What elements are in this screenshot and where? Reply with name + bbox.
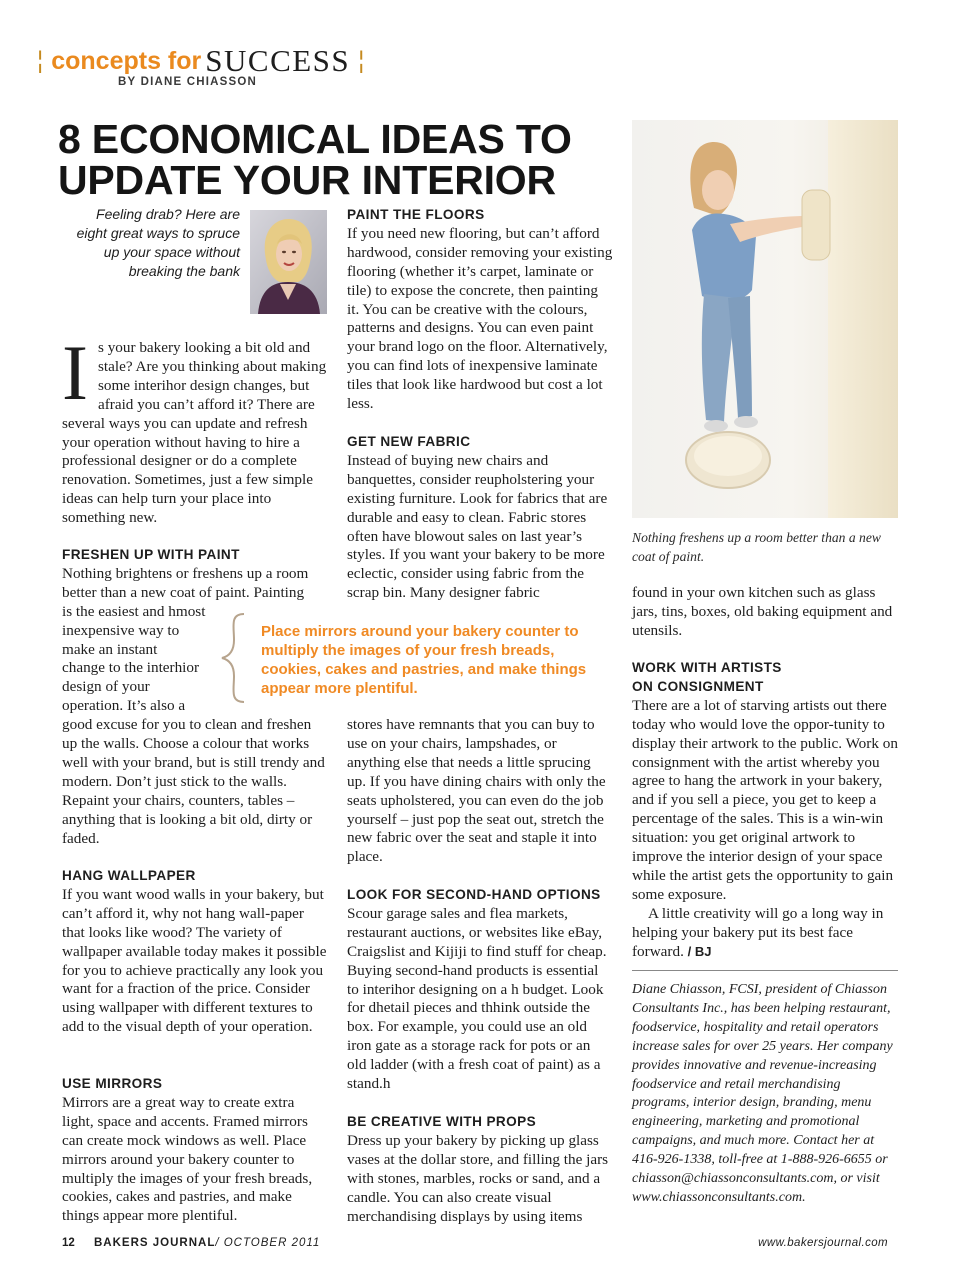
section-header bbox=[37, 44, 364, 78]
byline: BY DIANE CHIASSON bbox=[118, 76, 258, 88]
section-heading: PAINT THE FLOORS bbox=[347, 207, 485, 222]
divider bbox=[632, 970, 898, 971]
paragraph: good excuse for you to clean and freshen up the walls. Choose a colour that works well with your brand, but is still trendy and modern. Don’t just stick to the walls. Repaint your chairs, counters, tables – anything that is looking a bit old, dirty or faded. bbox=[62, 716, 325, 847]
wrapped-line: make an instant bbox=[62, 640, 158, 658]
drop-cap: I bbox=[62, 329, 88, 416]
page-number: 12 bbox=[62, 1237, 75, 1249]
section-second-hand bbox=[347, 886, 613, 1094]
wrapped-line: change to the interhior bbox=[62, 659, 200, 677]
article-deck: Feeling drab? Here are eight great ways to spruce up your space without breaking the bank bbox=[76, 206, 240, 279]
paragraph: There are a lot of starving artists out there today who would love the oppor-tunity to display their artwork to the public. Work on consignment with the artist whereby you agree to hang the artwork in your bakery, and if you sell a piece, you get to keep a percentage of the sales. This is a win-win situation: you get original artwork to improve the interior design of your space while the artist gets the opportunity to gain some exposure. bbox=[632, 696, 898, 903]
section-wallpaper bbox=[62, 867, 328, 1037]
paragraph: Dress up your bakery by picking up glass vases at the dollar store, and filling the jars with stones, marbles, rocks or sand, and a candle. You can also create visual merchandising displays by using items bbox=[347, 1131, 609, 1225]
paragraph: Instead of buying new chairs and banquettes, consider reupholstering your existing furniture. Look for fabrics that are durable and easy to clean. Fabric stores often have blowout sales on last year’s styles. If you want your bakery to be more eclectic, consider using fabric from the scrap bin. Many designer fabric bbox=[347, 451, 608, 602]
section-fabric-continued bbox=[347, 716, 613, 867]
section-heading: USE MIRRORS bbox=[62, 1076, 163, 1091]
title-line-2: UPDATE YOUR INTERIOR bbox=[58, 157, 556, 203]
title-line-1: 8 ECONOMICAL IDEAS TO bbox=[58, 116, 572, 162]
closing-text: A little creativity will go a long way in helping your bakery put its best face forward. bbox=[632, 904, 884, 960]
wrapped-line: operation. It’s also a bbox=[62, 697, 186, 715]
photo-caption: Nothing freshens up a room better than a new coat of paint. bbox=[632, 530, 881, 564]
painting-photo bbox=[632, 120, 898, 518]
section-heading-line-1: WORK WITH ARTISTS bbox=[632, 660, 782, 675]
section-name-success: SUCCESS bbox=[205, 43, 351, 78]
section-heading: GET NEW FABRIC bbox=[347, 434, 471, 449]
wrapped-line: design of your bbox=[62, 678, 150, 696]
section-props bbox=[347, 1113, 613, 1226]
paragraph: stores have remnants that you can buy to use on your chairs, lampshades, or anything else that needs a little sprucing up. If you have dining chairs with only the seats upholstered, you can even do the job yourself – just pop the seat out, stretch the new fabric over the seat and staple it into place. bbox=[347, 716, 606, 866]
section-heading: HANG WALLPAPER bbox=[62, 868, 196, 883]
header-bar-right: ¦ bbox=[358, 47, 365, 74]
paragraph: If you need new flooring, but can’t afford hardwood, consider removing your existing flooring (whether it’s carpet, laminate or tile) to expose the concrete, then painting it. You can be creative with the colours, patterns and designs. You can even paint your brand logo on the floor. Alternatively, you can find lots of inexpensive laminate tiles that look like hardwood but cost a lot less. bbox=[347, 224, 613, 413]
section-heading: FRESHEN UP WITH PAINT bbox=[62, 547, 240, 562]
section-name: concepts for bbox=[51, 46, 202, 75]
page-footer bbox=[62, 1237, 320, 1249]
section-fabric bbox=[347, 433, 613, 603]
pullquote-brace bbox=[216, 612, 252, 708]
section-heading: BE CREATIVE WITH PROPS bbox=[347, 1114, 537, 1129]
issue-date: / OCTOBER 2011 bbox=[215, 1237, 321, 1249]
wrapped-line: is the easiest and hmost bbox=[62, 602, 206, 620]
paragraph: found in your own kitchen such as glass jars, tins, boxes, old baking equipment and utensils. bbox=[632, 584, 893, 639]
wrapped-line: inexpensive way to bbox=[62, 621, 180, 639]
header-bar-left: ¦ bbox=[37, 47, 44, 74]
section-props-continued bbox=[632, 584, 898, 641]
paragraph: Scour garage sales and flea markets, restaurant auctions, or websites like eBay, Craigslist and Kijiji to find stuff for cheap. Buying second-hand products is essential to interihor designing on a h budget. Look for dhetail pieces and thhink outside the box. For example, you could use an old iron gate as a storage rack for pots or an old ladder (with a fresh coat of paint) as a stand.h bbox=[347, 904, 607, 1093]
end-mark: / BJ bbox=[687, 943, 712, 959]
section-artists bbox=[632, 659, 898, 962]
column-1 bbox=[62, 329, 328, 528]
intro-paragraph: s your bakery looking a bit old and stale? Are you thinking about making some interihor design changes, but afraid you can’t afford it? There are several ways you can update and refresh your operation without having to hire a professional designer or do a complete renovation. Sometimes, just a few simple ideas can help turn your place into something new. bbox=[62, 339, 327, 527]
section-heading-line-2: ON CONSIGNMENT bbox=[632, 678, 764, 694]
section-heading: LOOK FOR SECOND-HAND OPTIONS bbox=[347, 887, 601, 902]
article-title bbox=[58, 116, 618, 203]
paragraph: Nothing brightens or freshens up a room better than a new coat of paint. Painting bbox=[62, 564, 309, 601]
paragraph: If you want wood walls in your bakery, but can’t afford it, why not hang wall-paper that looks like wood? The variety of wallpaper available today makes it possible for you to achieve practically any look you want for a fraction of the price. Consider using wallpaper with different textures to add to the visual depth of your operation. bbox=[62, 885, 327, 1036]
section-floors bbox=[347, 206, 613, 414]
pullquote: Place mirrors around your bakery counter to multiply the images of your fresh breads, cookies, cakes and pastries, and make things appear more plentiful. bbox=[261, 623, 587, 697]
closing-paragraph bbox=[632, 905, 898, 962]
journal-name: BAKERS JOURNAL bbox=[94, 1237, 216, 1249]
author-portrait bbox=[250, 210, 327, 314]
section-mirrors bbox=[62, 1075, 328, 1226]
website-link[interactable]: www.bakersjournal.com bbox=[758, 1237, 888, 1249]
author-bio: Diane Chiasson, FCSI, president of Chiasson Consultants Inc., has been helping restaurant, foodservice, hospitality and retail operators increase sales for over 25 years. Her company provides innovative and revenue-increasing foodservice and retail merchandising programs, interior design, branding, menu engineering, marketing and promotional campaigns, and much more. Contact her at 416-926-1338, toll-free at 1-888-926-6655 or chiasson@chiassonconsultants.com, or visit www.chiassonconsultants.com. bbox=[632, 982, 893, 1205]
paragraph: Mirrors are a great way to create extra light, space and accents. Framed mirrors can create mock windows as well. Place mirrors around your bakery counter to multiply the images of your fresh breads, cookies, cakes and pastries, and make things appear more plentiful. bbox=[62, 1093, 313, 1225]
